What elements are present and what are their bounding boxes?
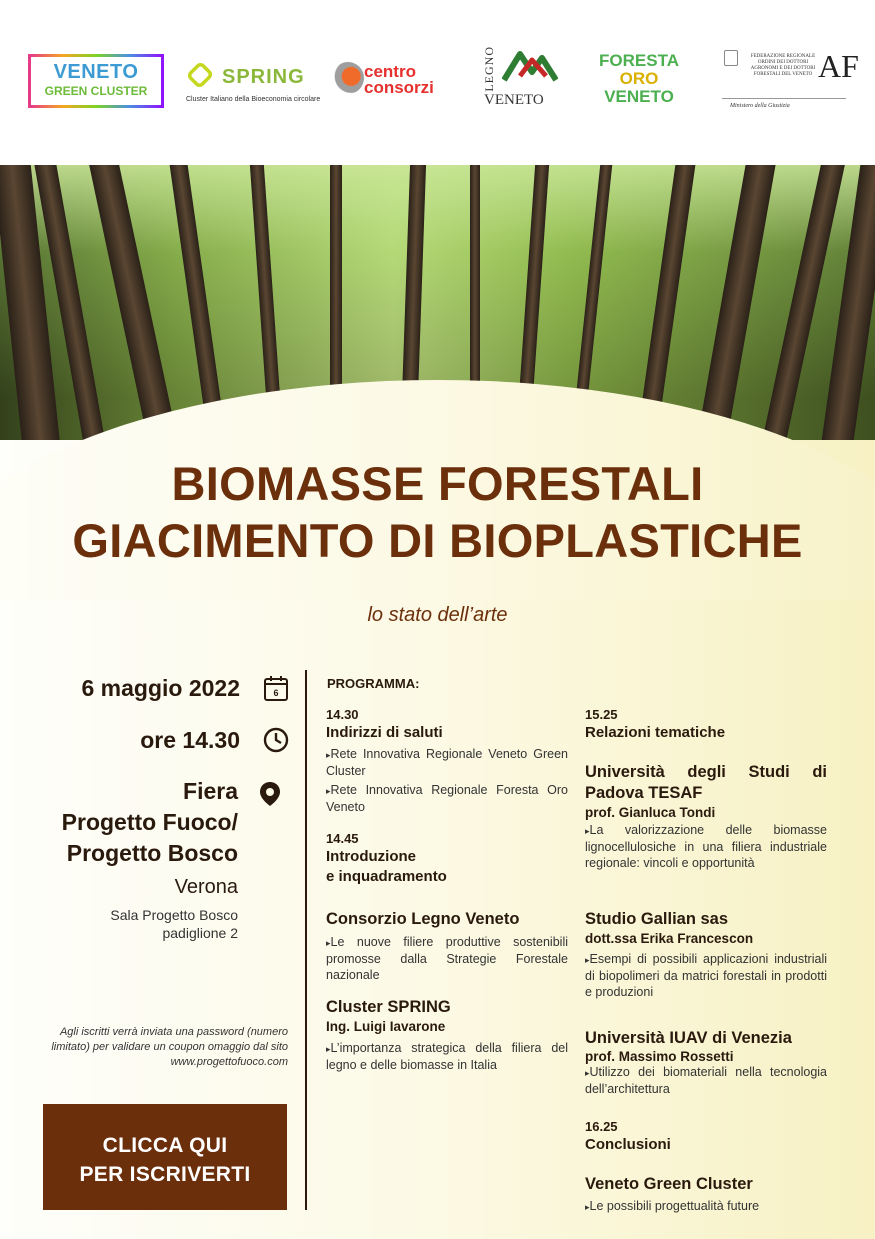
register-button[interactable] [43,1104,287,1210]
legno-veneto-logo [482,44,562,114]
program-heading: PROGRAMMA: [327,676,420,691]
event-time-row [140,726,290,754]
spring-logo-sub: Cluster Italiano della Bioeconomia circolare [186,96,321,103]
program-block-relazioni [585,706,827,743]
program-title: Relazioni tematiche [585,724,726,741]
program-time: 15.25 [585,707,618,722]
place-line1: Fiera [183,778,238,804]
spring-logo [186,58,321,108]
program-person: prof. Massimo Rossetti [585,1049,734,1064]
program-item: ▸ L’importanza strategica della filiera del legno e delle biomasse in Italia [326,1040,568,1073]
program-title: Cluster SPRING [326,998,451,1016]
place-line3: Progetto Bosco [66,840,238,866]
program-title: Veneto Green Cluster [585,1175,753,1193]
program-item: ▸ Utilizzo dei biomateriali nella tecnologia dell’architettura [585,1064,827,1097]
federazione-text: FEDERAZIONE REGIONALE ORDINI DEI DOTTORI AGRONOMI E DEI DOTTORI FORESTALI DEL VENETO [750,54,816,77]
program-item: ▸ Rete Innovativa Regionale Veneto Green Cluster [326,746,568,779]
program-item: ▸ La valorizzazione delle biomasse lignocellulosiche in una filiera industriale regionale: vincoli e opportunità [585,822,827,871]
federazione-divider [722,98,846,99]
program-title: Indirizzi di saluti [326,724,443,741]
program-block-padova [585,762,827,871]
foresta-oro-veneto-logo [594,52,684,106]
registration-note: Agli iscritti verrà inviata una password (numero limitato) per validare un coupon omaggio dal sito www.progettofuoco.com [51,1026,288,1068]
spring-logo-name: SPRING [222,66,305,88]
centro-logo-line2: consorzi [364,78,434,97]
event-time: ore 14.30 [140,726,240,753]
hall-line1: Sala Progetto Bosco [110,907,238,923]
cta-line2: PER ISCRIVERTI [79,1163,251,1186]
event-city: Verona [174,876,238,898]
veneto-logo-line1: VENETO [53,61,139,83]
program-title: Università degli Studi di Padova TESAF [585,763,827,802]
program-block-saluti [326,706,568,815]
program-title: Conclusioni [585,1136,671,1153]
title-line1: BIOMASSE FORESTALI [171,457,704,510]
legno-logo-bottom: VENETO [484,92,544,108]
foresta-logo-line3: VENETO [604,87,674,106]
veneto-logo-line2: GREEN CLUSTER [44,84,148,98]
program-title: e inquadramento [326,868,447,885]
program-person: Ing. Luigi Iavarone [326,1019,446,1034]
place-line2: Progetto Fuoco/ [61,809,238,835]
program-block-spring [326,997,568,1073]
program-time: 16.25 [585,1119,618,1134]
veneto-green-cluster-logo [28,54,164,108]
program-time: 14.30 [326,707,359,722]
page-subtitle: lo stato dell’arte [367,604,508,626]
af-mark: AF [818,48,859,84]
program-item: ▸ Rete Innovativa Regionale Foresta Oro Veneto [326,782,568,815]
program-block-gallian [585,909,827,1000]
location-pin-icon [256,780,284,808]
logos-header [0,0,875,165]
program-time: 14.45 [326,831,359,846]
vertical-divider [305,670,307,1210]
program-title: Studio Gallian sas [585,910,729,928]
foresta-logo-line2: ORO [619,69,659,88]
cta-line1: CLICCA QUI [102,1134,228,1157]
centro-consorzi-mark-icon [332,62,364,94]
centro-logo-line1: centro [364,62,416,81]
program-block-conclusioni [585,1118,827,1155]
page-title [0,455,875,569]
program-block-consorzio [326,909,568,983]
program-block-introduzione [326,830,568,887]
title-line2: GIACIMENTO DI BIOPLASTICHE [72,514,803,567]
federazione-agronomi-logo [722,48,859,114]
program-person: prof. Gianluca Tondi [585,805,716,820]
event-hall [110,906,238,942]
ministero-text: Ministero della Giustizia [730,103,790,109]
program-title: Università IUAV di Venezia [585,1029,792,1047]
foresta-logo-line1: FORESTA [599,51,679,70]
program-block-veneto-green [585,1174,827,1215]
hall-line2: padiglione 2 [162,925,238,941]
clock-icon [262,726,290,754]
centro-consorzi-logo [330,58,460,108]
program-title: Consorzio Legno Veneto [326,910,520,928]
calendar-icon [262,674,290,702]
spring-mark-icon [186,61,215,90]
program-person: dott.ssa Erika Francescon [585,931,754,946]
program-item: ▸ Esempi di possibili applicazioni industriali di biopolimeri da matrici forestali in prodotti e produzioni [585,951,827,1000]
calendar-day: 6 [273,688,279,698]
program-item: ▸ Le nuove filiere produttive sostenibili promosse dalla Strategie Forestale nazionale [326,934,568,983]
program-item: ▸ Le possibili progettualità future [585,1198,827,1215]
program-block-iuav [585,1028,827,1097]
event-date-row [81,674,290,702]
emblem-icon [724,50,738,66]
legno-peak-icon [502,46,558,88]
event-date: 6 maggio 2022 [81,674,240,701]
program-title: Introduzione [326,848,416,865]
event-place [62,776,238,869]
legno-logo-vertical: LEGNO [482,46,496,92]
